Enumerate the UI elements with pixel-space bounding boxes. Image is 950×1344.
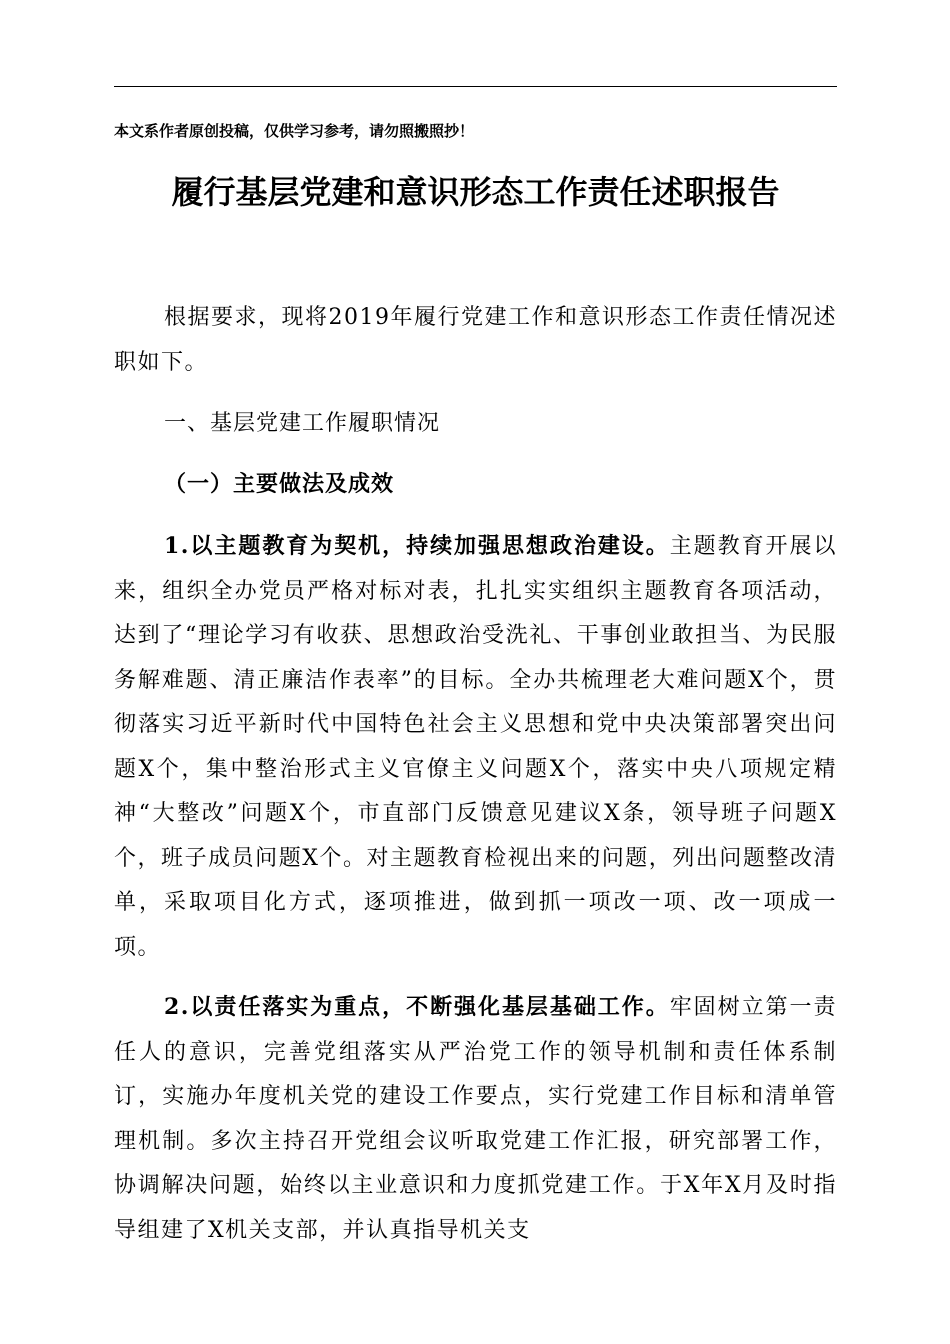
item-2-block <box>114 985 837 1253</box>
item-1-lead: 1.以主题教育为契机，持续加强思想政治建设。 <box>164 533 670 559</box>
disclaimer-text: 本文系作者原创投稿，仅供学习参考，请勿照搬照抄！ <box>114 122 475 140</box>
item-1-paragraph <box>114 524 837 970</box>
document-title: 履行基层党建和意识形态工作责任述职报告 <box>171 173 780 211</box>
item-1-body: 主题教育开展以来，组织全办党员严格对标对表，扎扎实实组织主题教育各项活动，达到了“理论学习有收获、思想政治受洗礼、干事创业敢担当、为民服务解难题、清正廉洁作表率”的目标。全办共梳理老大难问题X个，贯彻落实习近平新时代中国特色社会主义思想和党中央决策部署突出问题X个，集中整治形式主义官僚主义问题X个，落实中央八项规定精神“大整改”问题X个，市直部门反馈意见建议X条，领导班子问题X个，班子成员问题X个。对主题教育检视出来的问题，列出问题整改清单，采取项目化方式，逐项推进，做到抓一项改一项、改一项成一项。 <box>114 534 837 960</box>
item-2-lead: 2.以责任落实为重点，不断强化基层基础工作。 <box>164 994 670 1020</box>
subsection-heading: （一）主要做法及成效 <box>164 471 395 497</box>
intro-paragraph-block <box>114 296 837 385</box>
header-rule <box>114 86 837 87</box>
item-2-body: 牢固树立第一责任人的意识，完善党组落实从严治党工作的领导机制和责任体系制订，实施办年度机关党的建设工作要点，实行党建工作目标和清单管理机制。多次主持召开党组会议听取党建工作汇报，研究部署工作，协调解决问题，始终以主业意识和力度抓党建工作。于X年X月及时指导组建了X机关支部，并认真指导机关支 <box>114 995 837 1243</box>
section-heading: 一、基层党建工作履职情况 <box>164 411 441 436</box>
item-2-paragraph <box>114 985 837 1253</box>
intro-paragraph: 根据要求，现将2019年履行党建工作和意识形态工作责任情况述职如下。 <box>114 305 837 375</box>
item-1-block <box>114 524 837 970</box>
